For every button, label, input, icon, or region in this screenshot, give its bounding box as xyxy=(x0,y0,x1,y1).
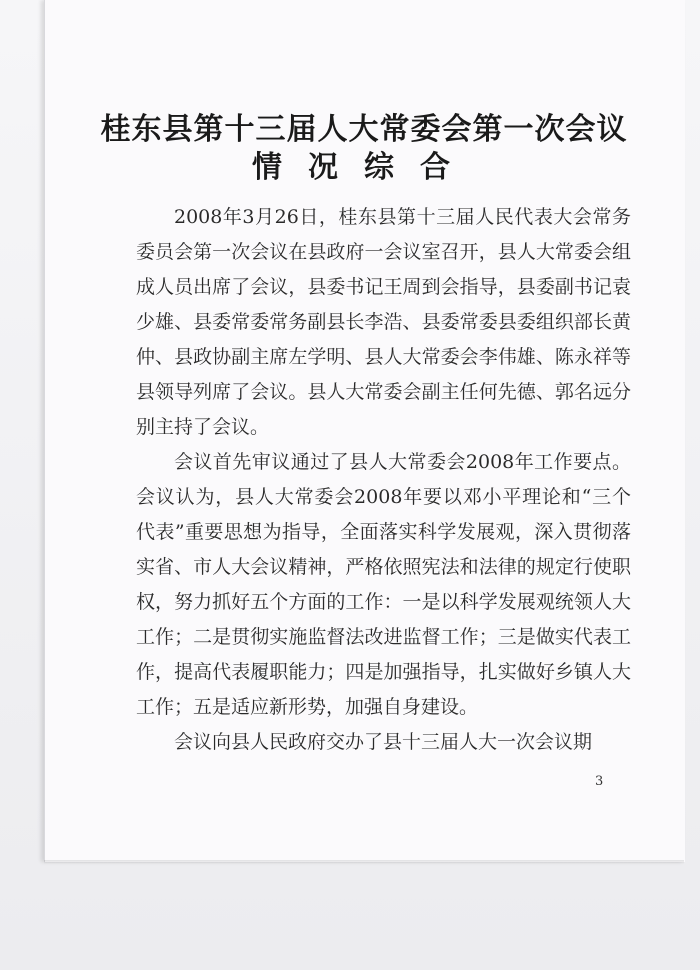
paragraph: 会议向县人民政府交办了县十三届人大一次会议期 xyxy=(174,731,593,753)
document-title: 桂东县第十三届人大常委会第一次会议 xyxy=(100,112,628,147)
document-body xyxy=(136,200,631,760)
paragraph: 2008年3月26日，桂东县第十三届人民代表大会常务委员会第一次会议在县政府一会议室召开，县人大常委会组成人员出席了会议，县委书记王周到会指导，县委副书记袁少雄、县委常委常务副县长李浩、县委常委县委组织部长黄仲、县政协副主席左学明、县人大常委会李伟雄、陈永祥等县领导列席了会议。县人大常委会副主任何先德、郭名远分别主持了会议。 xyxy=(136,206,631,438)
page-number: 3 xyxy=(595,774,604,789)
paragraph: 会议首先审议通过了县人大常委会2008年工作要点。会议认为，县人大常委会2008年要以邓小平理论和“三个代表”重要思想为指导，全面落实科学发展观，深入贯彻落实省、市人大会议精神，严格依照宪法和法律的规定行使职权，努力抓好五个方面的工作：一是以科学发展观统领人大工作；二是贯彻实施监督法改进监督工作；三是做实代表工作，提高代表履职能力；四是加强指导，扎实做好乡镇人大工作；五是适应新形势，加强自身建设。 xyxy=(136,451,631,718)
page-shadow xyxy=(44,860,684,864)
document-subtitle: 情况综合 xyxy=(252,150,476,185)
